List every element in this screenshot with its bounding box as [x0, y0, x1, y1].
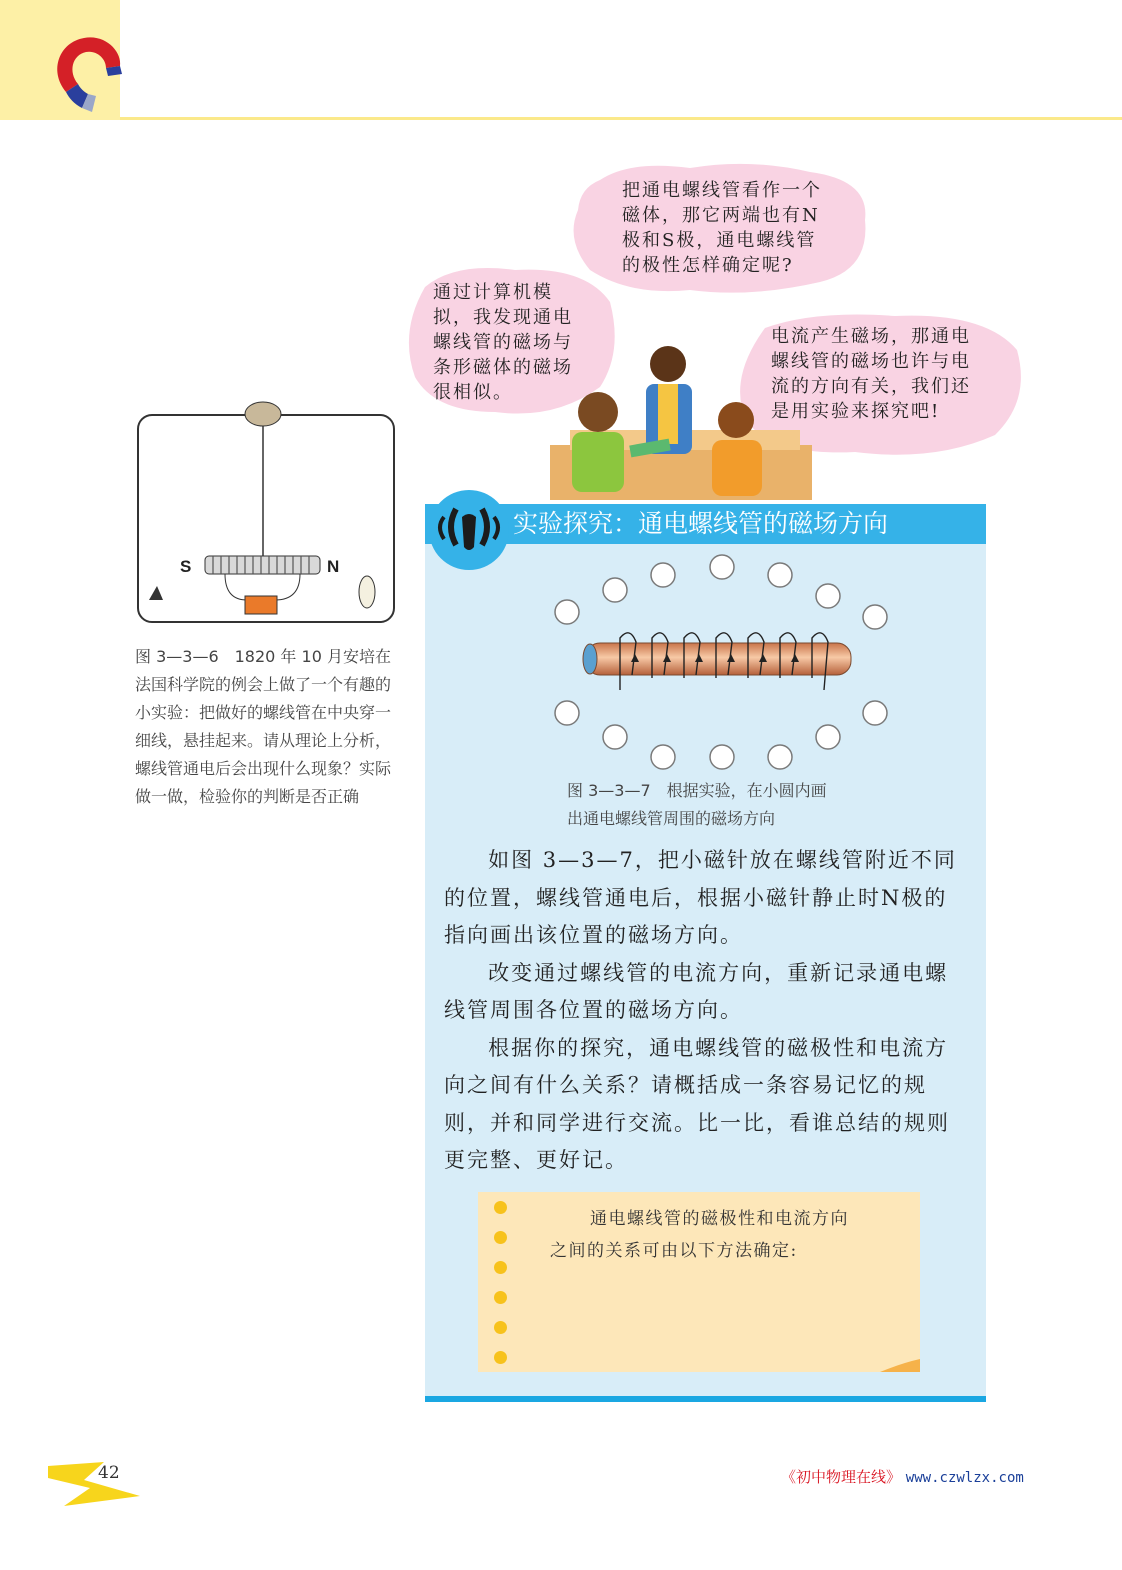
source-url[interactable]: www.czwlzx.com — [905, 1470, 1024, 1486]
note-binding-dots — [494, 1201, 510, 1381]
bubble-left-line: 条形磁体的磁场 — [433, 357, 573, 378]
bubble-right-line: 流的方向有关，我们还 — [771, 376, 971, 397]
experiment-badge-icon — [426, 487, 512, 573]
note-fold-corner — [880, 1347, 920, 1372]
figure-3-3-7-caption — [567, 777, 887, 833]
binding-dot — [494, 1201, 507, 1214]
bubble-right-line: 电流产生磁场，那通电 — [771, 326, 971, 347]
figure-3-3-6-caption: 图 3—3—6 1820 年 10 月安培在法国科学院的例会上做了一个有趣的小实验：把做好的螺线管在中央穿一细线，悬挂起来。请从理论上分析，螺线管通电后会出现什么现象？实际做一做，检验你的判断是否正确 — [135, 647, 392, 806]
bubble-top-line: 磁体，那它两端也有N — [622, 205, 820, 226]
experiment-instructions — [444, 842, 964, 1180]
bubble-top-line: 把通电螺线管看作一个 — [622, 180, 822, 201]
binding-dot — [494, 1321, 507, 1334]
instruction-paragraph: 根据你的探究，通电螺线管的磁极性和电流方向之间有什么关系？请概括成一条容易记忆的规则，并和同学进行交流。比一比，看谁总结的规则更完整、更好记。 — [444, 1035, 950, 1172]
page-number: 42 — [98, 1463, 120, 1483]
instruction-paragraph: 如图 3—3—7，把小磁针放在螺线管附近不同的位置，螺线管通电后，根据小磁针静止时N极的指向画出该位置的磁场方向。 — [444, 848, 957, 947]
students-illustration — [550, 340, 812, 500]
binding-dot — [494, 1351, 507, 1364]
binding-dot — [494, 1261, 507, 1274]
caption-line: 出通电螺线管周围的磁场方向 — [567, 809, 776, 828]
binding-dot — [494, 1291, 507, 1304]
header-rule — [120, 117, 1122, 120]
bubble-left-line: 螺线管的磁场与 — [433, 332, 573, 353]
caption-line: 图 3—3—7 根据实验，在小圆内画 — [567, 781, 827, 800]
binding-dot — [494, 1231, 507, 1244]
figure-suspended-solenoid — [135, 400, 397, 625]
note-line: 通电螺线管的磁极性和电流方向 — [590, 1209, 849, 1229]
bubble-right-line: 是用实验来探究吧! — [771, 401, 941, 422]
lightning-bolt-icon — [44, 1458, 144, 1510]
instruction-paragraph: 改变通过螺线管的电流方向，重新记录通电螺线管周围各位置的磁场方向。 — [444, 960, 949, 1022]
bubble-top-line: 极和S极，通电螺线管 — [622, 230, 817, 251]
panel-title: 实验探究：通电螺线管的磁场方向 — [513, 509, 889, 538]
horseshoe-magnet-icon — [46, 30, 136, 120]
note-text — [550, 1203, 900, 1267]
pole-s-label: S — [180, 557, 192, 576]
bubble-left-line: 很相似。 — [433, 382, 513, 403]
source-credit — [781, 1466, 1024, 1487]
bubble-right-line: 螺线管的磁场也许与电 — [771, 351, 971, 372]
bubble-left-line: 通过计算机模 — [433, 282, 553, 303]
pole-n-label: N — [327, 557, 340, 576]
figure-solenoid-compass-circles — [540, 550, 900, 775]
source-title: 《初中物理在线》 — [781, 1468, 902, 1486]
bubble-left-line: 拟，我发现通电 — [433, 307, 573, 328]
note-line: 之间的关系可由以下方法确定: — [550, 1241, 798, 1261]
bubble-top-line: 的极性怎样确定呢? — [622, 255, 794, 276]
